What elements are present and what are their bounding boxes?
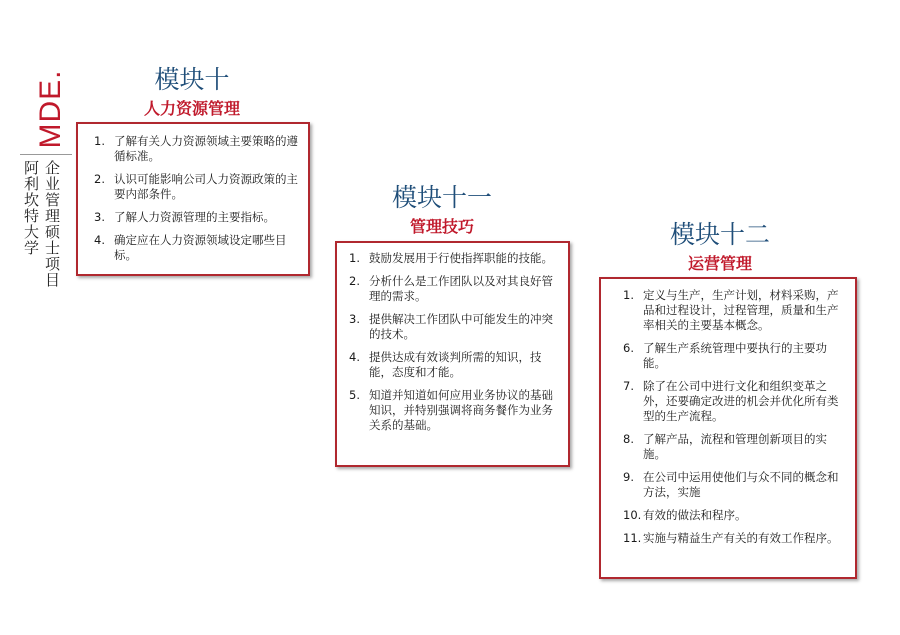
item-number: 9. — [623, 470, 634, 484]
item-number: 8. — [623, 432, 634, 446]
item-text: 定义与生产，生产计划，材料采购，产品和过程设计，过程管理，质量和生产率相关的主要基本概念。 — [643, 288, 839, 332]
item-number: 3. — [94, 210, 105, 224]
item-text: 在公司中运用使他们与众不同的概念和方法，实施 — [643, 470, 839, 499]
brand-logo — [34, 66, 67, 152]
item-number: 1. — [94, 134, 105, 148]
item-text: 知道并知道如何应用业务协议的基础知识，并特别强调将商务餐作为业务关系的基础。 — [369, 388, 553, 432]
list-item — [94, 233, 298, 263]
module-10-list — [94, 134, 298, 263]
item-text: 确定应在人力资源领域设定哪些目标。 — [114, 233, 287, 262]
module-12-subtitle: 运营管理 — [687, 254, 752, 273]
list-item — [623, 531, 845, 546]
item-text: 除了在公司中进行文化和组织变革之外，还要确定改进的机会并优化所有类型的生产流程。 — [643, 379, 839, 423]
program-name-vertical: 企业管理硕士项目 — [43, 160, 61, 288]
item-text: 了解产品，流程和管理创新项目的实施。 — [643, 432, 827, 461]
list-item — [623, 288, 845, 333]
item-number: 1. — [623, 288, 634, 302]
list-item — [349, 312, 558, 342]
module-12-title: 模块十二 — [669, 220, 770, 249]
item-text: 提供达成有效谈判所需的知识，技能，态度和才能。 — [369, 350, 542, 379]
module-10-title: 模块十 — [154, 65, 230, 94]
item-text: 了解有关人力资源领域主要策略的遵循标准。 — [114, 134, 298, 163]
item-number: 2. — [94, 172, 105, 186]
list-item — [623, 470, 845, 500]
item-text: 认识可能影响公司人力资源政策的主要内部条件。 — [114, 172, 298, 201]
item-text: 了解人力资源管理的主要指标。 — [114, 210, 275, 224]
list-item — [349, 350, 558, 380]
list-item — [349, 388, 558, 433]
brand-logo-text: MDE. — [34, 69, 67, 149]
university-name-vertical: 阿利坎特大学 — [22, 160, 40, 256]
item-text: 鼓励发展用于行使指挥职能的技能。 — [369, 251, 553, 265]
module-12-box — [599, 277, 857, 579]
item-text: 了解生产系统管理中要执行的主要功能。 — [643, 341, 827, 370]
item-text: 分析什么是工作团队以及对其良好管理的需求。 — [369, 274, 553, 303]
item-number: 1. — [349, 251, 360, 265]
list-item — [94, 210, 298, 225]
list-item — [623, 379, 845, 424]
item-number: 5. — [349, 388, 360, 402]
list-item — [623, 432, 845, 462]
list-item — [623, 508, 845, 523]
item-number: 7. — [623, 379, 634, 393]
module-12-list — [623, 288, 845, 546]
brand-divider — [20, 154, 72, 155]
list-item — [94, 172, 298, 202]
item-number: 2. — [349, 274, 360, 288]
module-11-subtitle: 管理技巧 — [409, 217, 474, 236]
item-number: 4. — [349, 350, 360, 364]
module-10-subtitle: 人力资源管理 — [143, 99, 240, 118]
item-number: 10. — [623, 508, 642, 522]
list-item — [349, 274, 558, 304]
item-text: 实施与精益生产有关的有效工作程序。 — [643, 531, 839, 545]
list-item — [94, 134, 298, 164]
item-text: 提供解决工作团队中可能发生的冲突的技术。 — [369, 312, 553, 341]
module-11-title: 模块十一 — [391, 183, 492, 212]
item-number: 4. — [94, 233, 105, 247]
item-number: 3. — [349, 312, 360, 326]
list-item — [349, 251, 558, 266]
item-number: 6. — [623, 341, 634, 355]
list-item — [623, 341, 845, 371]
item-number: 11. — [623, 531, 642, 545]
module-11-list — [349, 251, 558, 433]
item-text: 有效的做法和程序。 — [643, 508, 747, 522]
module-11-box — [335, 241, 570, 467]
module-10-box — [76, 122, 310, 276]
